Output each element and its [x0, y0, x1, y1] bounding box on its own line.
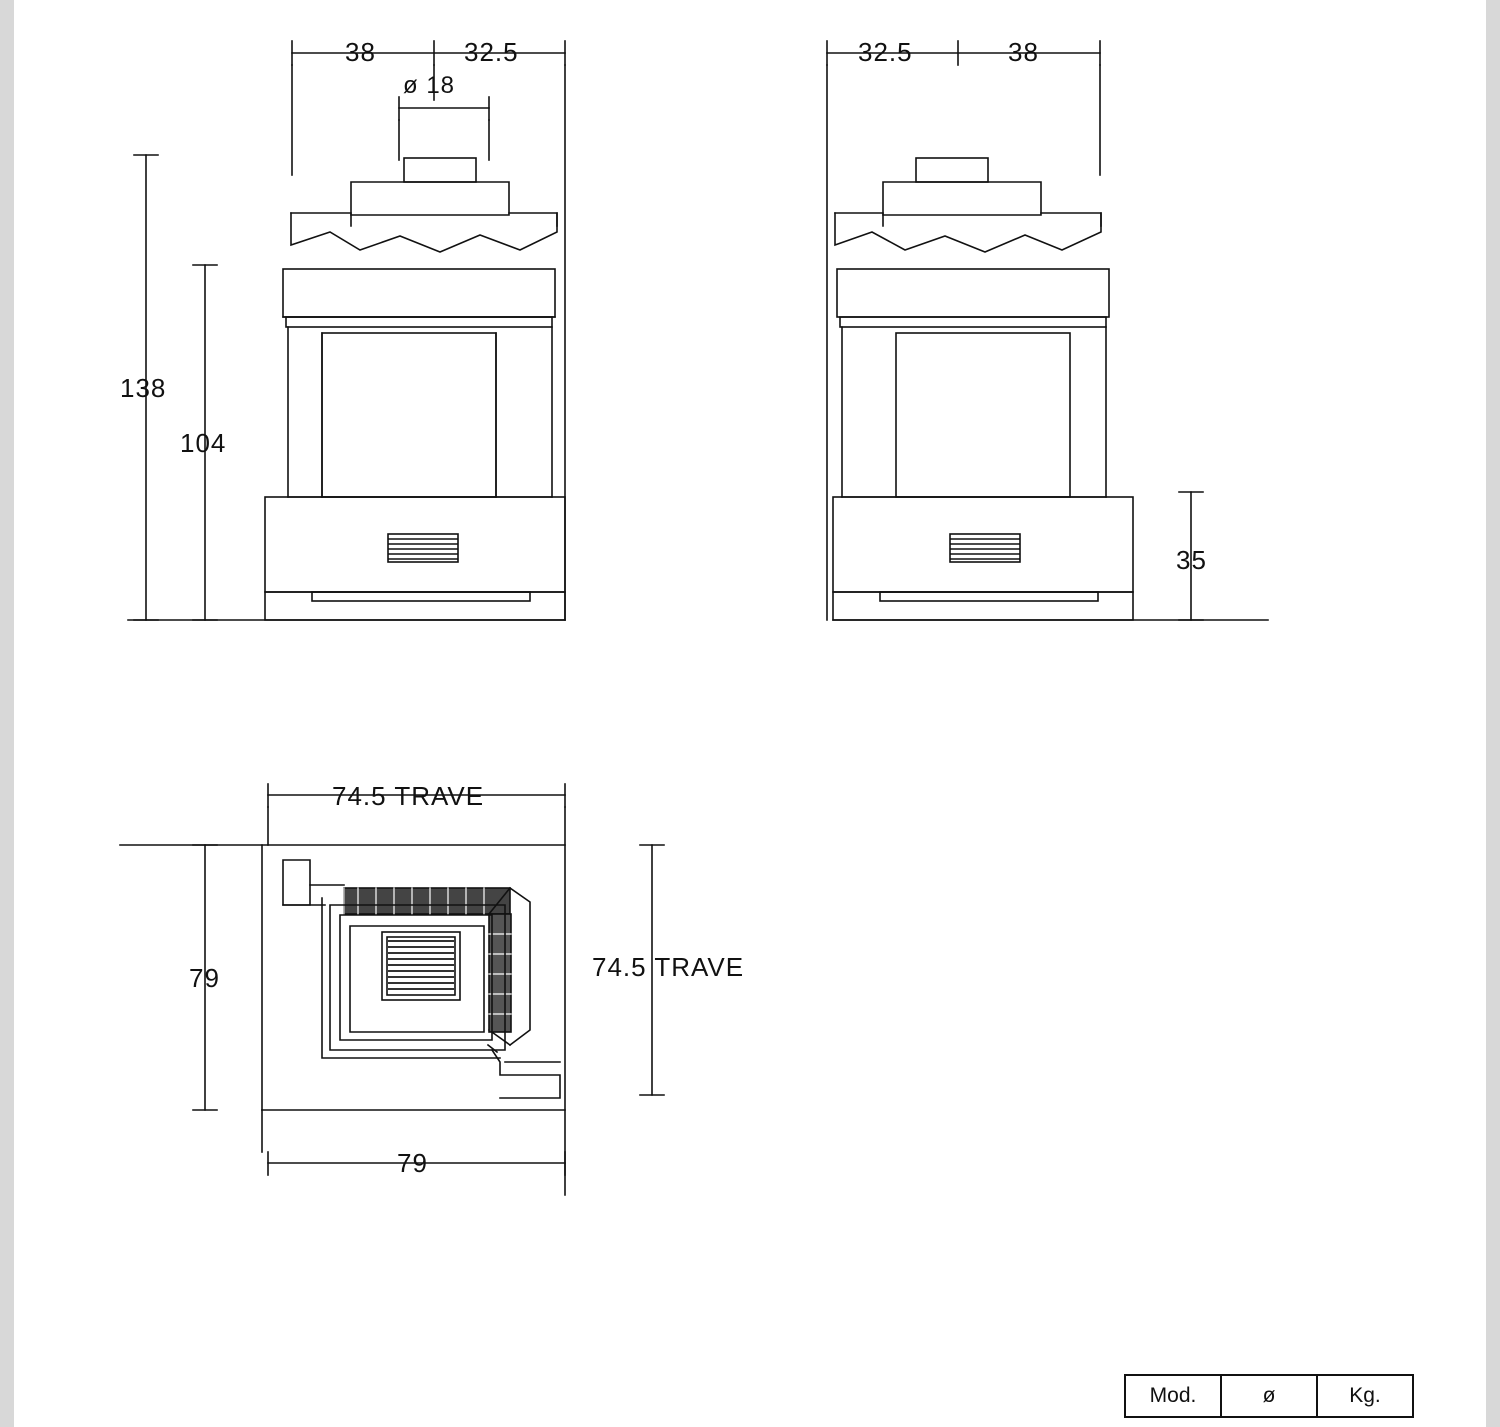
table-header-kg: Kg. [1349, 1384, 1381, 1407]
dim-plan-right-74-5-trave: 74.5 TRAVE [592, 952, 745, 982]
dim-front-left-top-38: 38 [345, 37, 376, 67]
dim-plan-left-79: 79 [189, 963, 220, 993]
dim-front-right-top-38: 38 [1008, 37, 1039, 67]
dim-flue-diameter: ø 18 [403, 72, 456, 99]
dim-base-height-35: 35 [1176, 545, 1207, 575]
table-header-diameter: ø [1222, 1376, 1318, 1416]
dim-body-height-104: 104 [180, 428, 227, 458]
dim-front-left-top-32-5: 32.5 [464, 37, 519, 67]
table-header-mod: Mod. [1126, 1376, 1222, 1416]
dim-front-right-top-32-5: 32.5 [858, 37, 913, 67]
front-elevation-right-geometry [827, 41, 1268, 620]
dim-plan-bottom-79: 79 [397, 1148, 428, 1178]
dim-total-height-138: 138 [120, 373, 167, 403]
title-block-table [1124, 1374, 1414, 1418]
dim-plan-top-74-5-trave: 74.5 TRAVE [332, 781, 485, 811]
front-elevation-left-geometry [128, 41, 570, 620]
